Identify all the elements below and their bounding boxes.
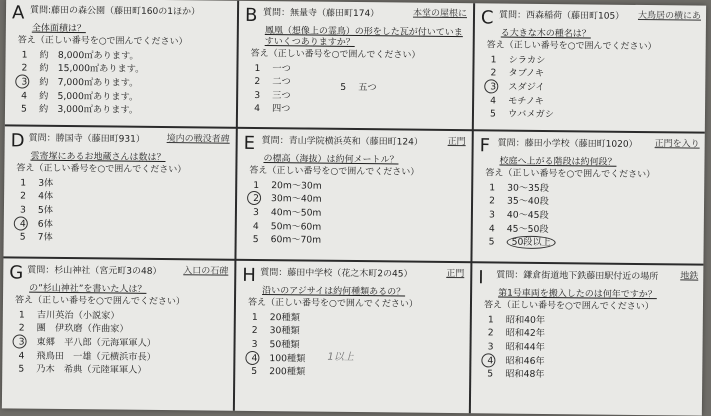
option-text: モチノキ [508,95,544,107]
option-number[interactable]: 2 [21,62,28,75]
cell-question: 全体面積は？ [31,23,86,35]
option-text: 50段以上 [507,236,556,250]
option-number[interactable]: 5 [18,363,25,375]
cell-place: 質問：無量寺（藤田町174） [262,8,380,20]
option-text: 三つ [272,89,291,102]
cell-question: の”杉山神社”を書いた人は？ [29,283,147,295]
cell-header [5,260,232,282]
option-text: 約 15,000㎡あります。 [39,63,145,76]
cell-instruction: 答え（正しい番号を○で囲んでください） [485,168,656,180]
cell-letter: B [244,4,258,26]
cell-note: 正門 [446,268,465,280]
option-row[interactable] [483,367,701,383]
cell-question: 雲寄塚にあるお地蔵さんは数は？ [30,151,166,164]
cell-header [476,133,704,155]
option-number[interactable]: 4 [488,223,495,235]
cell-place: 質問：藤田小学校（藤田町1020） [497,138,638,150]
option-number[interactable]: 1 [251,311,258,323]
option-row[interactable] [16,230,233,246]
option-number[interactable]: 5 [489,108,496,120]
option-number[interactable]: 1 [489,182,496,194]
option-number[interactable]: 3 [15,337,29,348]
option-number[interactable]: 3 [486,81,500,92]
option-text: 東郷 平八郎（元海軍軍人） [36,336,157,349]
cell-note: 境内の戦没者碑 [166,134,230,145]
option-list [483,313,702,383]
cell-note: 大鳥居の横にあ [637,10,702,22]
cell-place: 質問：青山学院横浜英和（藤田町124） [261,136,423,148]
option-number[interactable]: 1 [487,314,494,326]
cell-note: 正門 [447,136,466,148]
option-text: 二つ [272,76,291,88]
cell-place: 質問：杉山神社（宮元町3の48） [27,265,162,277]
cell-header [7,128,234,150]
option-text: 30種類 [269,325,300,337]
option-number[interactable]: 2 [489,195,496,207]
cell-instruction: 答え（正しい番号を○で囲んでください） [17,35,188,48]
option-number[interactable]: 5 [487,368,494,380]
option-number[interactable]: 4 [18,350,25,362]
option-number[interactable]: 3 [488,209,495,221]
cell-question: る大きな木の種名は？ [500,28,591,40]
option-number[interactable]: 3 [252,207,259,219]
cell-letter: H [242,264,256,286]
option-text: 約 5,000㎡あります。 [39,90,139,103]
option-number[interactable]: 5 [19,231,26,243]
option-text: 40〜45段 [506,209,549,222]
option-text: 4体 [38,191,54,203]
option-text: 約 7,000㎡あります。 [39,76,139,89]
cell-letter: I [478,267,484,289]
option-text: 50種類 [269,339,300,351]
option-text: 四つ [271,103,291,115]
option-number[interactable]: 4 [16,218,30,229]
option-text: 五つ [358,82,377,94]
option-text: 一つ [272,62,291,75]
option-row[interactable] [486,107,704,123]
option-row[interactable] [17,102,234,118]
option-number[interactable]: 1 [18,309,25,321]
option-text: ウバメガシ [507,108,554,121]
option-list [14,308,232,378]
option-number[interactable]: 2 [251,325,258,337]
option-number[interactable]: 3 [254,89,261,101]
quiz-cell-c [476,5,705,129]
quiz-cell-g [4,260,232,402]
cell-place: 質問：西森稲荷（藤田町105） [498,10,625,22]
cell-header [474,265,702,287]
cell-instruction: 答え（正しい番号を○で囲んでください） [247,297,418,310]
cell-letter: F [479,135,491,157]
option-number[interactable]: 5 [21,103,27,115]
option-text: 7体 [37,231,53,244]
option-text: 約 3,000㎡あります。 [38,103,139,116]
option-number[interactable]: 5 [488,236,495,248]
option-text: 35〜40段 [507,196,549,208]
option-text: 40m〜50m [270,207,322,219]
option-text: 昭和40年 [505,314,546,326]
option-number[interactable]: 2 [487,327,494,339]
cell-note: 入口の石碑 [183,266,229,277]
option-row[interactable] [485,235,703,251]
option-number[interactable]: 5 [252,234,259,246]
cell-letter: E [243,132,256,154]
option-list [16,176,234,246]
option-number[interactable]: 1 [254,62,261,74]
option-text: 3体 [38,177,54,189]
pencil-mark: 1以上 [327,351,354,364]
cell-letter: D [10,130,25,152]
option-text: 6体 [37,218,53,230]
quiz-cell-d [5,128,233,256]
cell-place: 質問：藤田中学校（花之木町2の45） [260,268,413,280]
cell-instruction: 答え（正しい番号を○で囲んでください） [14,295,185,308]
cell-header [8,0,235,22]
option-text: 45〜50段 [506,223,549,235]
option-number[interactable]: 3 [17,77,31,88]
option-text: 約 8,000㎡あります。 [39,49,139,62]
option-text: 乃木 希典（元陸軍軍人） [36,363,147,377]
option-text: 吉川英治（小説家） [36,309,120,322]
option-row[interactable] [14,362,231,378]
option-text: タブノキ [508,68,545,80]
option-text: スダジイ [508,81,545,94]
cell-header [238,263,468,285]
cell-question: 沿いのアジサイは約何種類あるの？ [262,286,406,298]
cell-instruction: 答え（正しい番号を○で囲んでください） [483,300,654,312]
cell-instruction: 答え（正しい番号を○で囲んでください） [250,48,421,61]
option-text: 飛鳥田 一雄（元横浜市長） [36,350,156,363]
quiz-sheet [2,0,706,416]
cell-note: 正門を入り [654,139,700,150]
option-number[interactable]: 2 [249,193,263,204]
option-text: 100種類 [269,352,306,365]
cell-place: 質問:藤田の森公園（藤田町160の1ほか） [29,5,201,18]
cell-note: 本堂の屋根に [412,8,468,20]
option-number[interactable]: 4 [21,90,28,102]
cell-header [240,131,470,153]
cell-place: 質問：勝国寺（藤田町931） [28,133,145,145]
option-row[interactable] [250,102,470,118]
cell-instruction: 答え（正しい番号を○で囲んでください） [16,163,187,176]
option-number[interactable]: 4 [254,103,261,115]
option-row[interactable] [249,233,469,249]
cell-question: 第1号車両を搬入したのは何年ですか？ [498,288,657,301]
option-list [485,181,704,251]
option-row[interactable] [247,365,467,381]
option-number[interactable]: 1 [253,179,260,191]
option-text: 20種類 [269,312,300,324]
option-number[interactable]: 3 [19,204,26,216]
option-text: 昭和48年 [505,368,545,381]
option-text: 60m〜70m [270,234,322,246]
option-number[interactable]: 5 [251,366,258,378]
cell-letter: G [9,262,24,284]
cell-header [477,5,705,27]
quiz-cell-e [238,131,469,259]
option-number[interactable]: 3 [251,338,258,351]
option-text: 20m〜30m [271,180,322,192]
option-text: 200種類 [269,366,306,378]
option-list [486,53,705,123]
cell-question: 校庭へ上がる階段は約何段？ [499,156,617,168]
option-number[interactable]: 2 [18,322,25,335]
option-list [249,178,470,248]
option-number[interactable]: 1 [490,54,497,66]
option-number[interactable]: 4 [247,353,261,364]
option-number[interactable]: 2 [490,67,497,79]
option-number[interactable]: 3 [487,341,494,353]
cell-letter: C [480,7,494,29]
option-text: 昭和44年 [505,341,545,354]
option-number[interactable]: 4 [490,95,497,107]
cell-header [241,3,471,25]
option-row[interactable] [336,82,376,93]
option-text: 30〜35段 [507,182,550,194]
cell-question: の標高（海抜）は約何メートル？ [263,154,399,166]
cell-note: 地鉄 [680,271,699,282]
option-number[interactable]: 4 [252,220,259,232]
option-text: 昭和46年 [505,355,545,367]
option-number[interactable]: 1 [21,49,28,61]
option-text: 5体 [37,204,54,216]
option-text: 團 伊玖磨（作曲家） [36,323,129,336]
option-text: 昭和42年 [505,328,546,340]
option-text: シラカシ [508,54,546,66]
option-number[interactable]: 2 [254,76,261,88]
option-list [247,310,468,380]
option-number[interactable]: 4 [483,355,497,366]
option-number[interactable]: 5 [340,81,347,93]
quiz-cell-b [240,3,471,127]
option-number[interactable]: 1 [20,177,27,189]
cell-instruction: 答え（正しい番号を○で囲んでください） [249,165,420,178]
cell-instruction: 答え（正しい番号を○で囲んでください） [486,40,657,52]
quiz-cell-f [474,133,703,261]
option-list [17,48,235,118]
cell-question: 鳳凰（想像上の霊鳥）の形をした瓦が付いていますいくつありますか？ [264,26,463,48]
option-text: 30m〜40m [271,193,322,206]
quiz-cell-h [237,263,468,405]
option-number[interactable]: 2 [20,190,27,203]
quiz-cell-a [7,0,235,124]
cell-letter: A [11,2,25,24]
quiz-cell-i [473,265,702,407]
cell-place: 質問：鎌倉街道地下鉄藤田駅付近の場所 [496,270,659,283]
option-text: 50m〜60m [270,220,322,233]
